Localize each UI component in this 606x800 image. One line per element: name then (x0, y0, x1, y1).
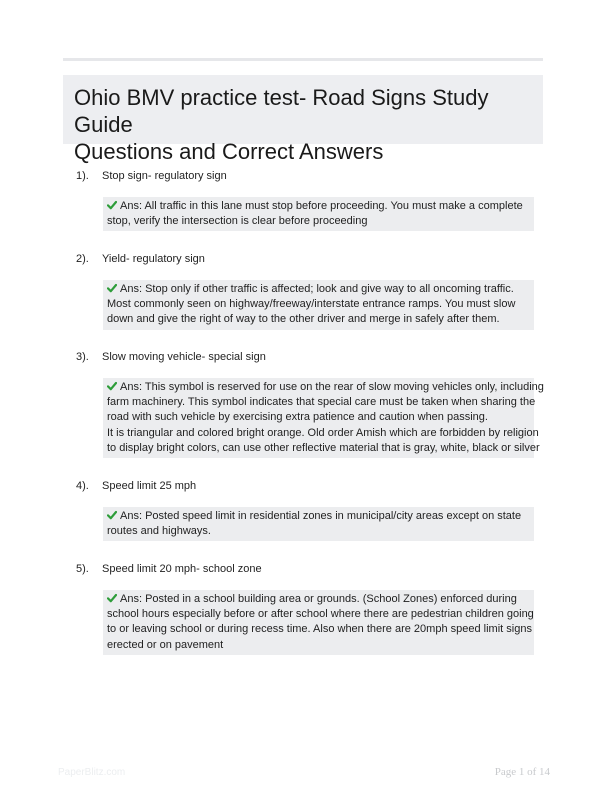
page-title (74, 84, 533, 165)
question-item-4 (76, 478, 546, 541)
question-header (76, 478, 546, 494)
answer-box (103, 507, 534, 541)
answer-line: down and give the right of way to the other driver and merge in safely after them. (107, 313, 500, 326)
question-item-5 (76, 561, 546, 655)
check-icon (107, 200, 117, 210)
answer-box (103, 590, 534, 655)
question-number: 4). (76, 480, 89, 492)
answer-text: Ans: All traffic in this lane must stop before proceeding. You must make a complete (120, 200, 523, 212)
answer-box (103, 280, 534, 330)
question-item-2 (76, 251, 546, 330)
question-header (76, 251, 546, 267)
answer-line (107, 592, 528, 607)
question-header (76, 349, 546, 365)
page-title-line-2: Questions and Correct Answers (74, 139, 384, 164)
answer-line (107, 282, 528, 297)
answer-line: to or leaving school or during recess time. Also when there are 20mph speed limit signs (107, 623, 532, 636)
answer-text: Ans: Stop only if other traffic is affected; look and give way to all oncoming traffic. (120, 283, 514, 295)
answer-line (107, 199, 528, 214)
check-icon (107, 593, 117, 603)
question-number: 3). (76, 351, 89, 363)
answer-line: It is triangular and colored bright orange. Old order Amish which are forbidden by religion (107, 426, 539, 439)
answer-line: routes and highways. (107, 525, 211, 538)
check-icon (107, 381, 117, 391)
question-header (76, 561, 546, 577)
answer-line (107, 509, 528, 524)
question-text: Slow moving vehicle- special sign (102, 351, 266, 363)
answer-line: stop, verify the intersection is clear before proceeding (107, 215, 368, 228)
answer-box (103, 197, 534, 231)
question-number: 5). (76, 563, 89, 575)
footer-watermark: PaperBlitz.com (58, 767, 126, 778)
question-header (76, 168, 546, 184)
question-item-3 (76, 349, 546, 458)
question-number: 1). (76, 170, 89, 182)
answer-line: farm machinery. This symbol indicates that special care must be taken when sharing the (107, 396, 536, 409)
check-icon (107, 510, 117, 520)
question-text: Speed limit 25 mph (102, 480, 197, 492)
top-divider (63, 58, 543, 61)
answer-box (103, 378, 544, 458)
question-number: 2). (76, 253, 89, 265)
answer-line: school hours especially before or after school where there are pedestrian children going (107, 608, 534, 621)
answer-text: Ans: Posted speed limit in residential zones in municipal/city areas except on state (120, 510, 522, 522)
answer-line: Most commonly seen on highway/freeway/interstate entrance ramps. You must slow (107, 298, 516, 311)
question-text: Speed limit 20 mph- school zone (102, 563, 262, 575)
answer-text: Ans: This symbol is reserved for use on the rear of slow moving vehicles only, including (120, 381, 544, 393)
page-indicator: Page 1 of 14 (494, 766, 550, 778)
question-item-1 (76, 168, 546, 231)
answer-line: road with such vehicle by exercising extra patience and caution when passing. (107, 411, 488, 424)
answer-line (107, 380, 544, 395)
question-text: Stop sign- regulatory sign (102, 170, 227, 182)
check-icon (107, 283, 117, 293)
page-title-line-1: Ohio BMV practice test- Road Signs Study Guide (74, 85, 489, 137)
answer-line: erected or on pavement (107, 638, 224, 651)
page-title-box (63, 75, 543, 164)
answer-text: Ans: Posted in a school building area or grounds. (School Zones) enforced during (120, 593, 517, 605)
answer-line: to display bright colors, can use other reflective material that is gray, white, black or silver (107, 441, 540, 454)
question-text: Yield- regulatory sign (102, 253, 205, 265)
